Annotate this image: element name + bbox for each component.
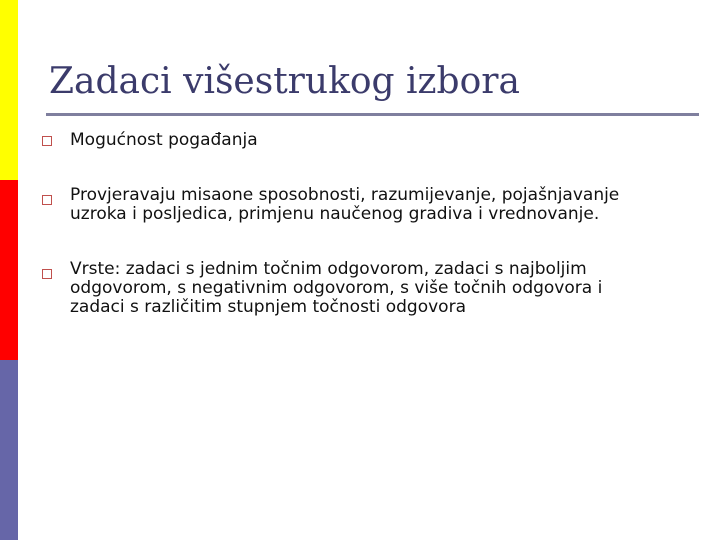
bullet-item (40, 260, 640, 317)
bullet-text: Provjeravaju misaone sposobnosti, razumijevanje, pojašnjavanje uzroka i posljedica, primjenu naučenog gradiva i vrednovanje. (70, 185, 620, 224)
side-accent-bar (0, 0, 18, 540)
side-bar-blue-segment (0, 360, 18, 540)
title-underline (46, 113, 699, 116)
bullet-item (40, 186, 640, 224)
hollow-square-icon (42, 136, 52, 146)
side-bar-red-segment (0, 180, 18, 360)
hollow-square-icon (42, 269, 52, 279)
hollow-square-icon (42, 195, 52, 205)
bullet-list (40, 126, 640, 317)
bullet-text: Vrste: zadaci s jednim točnim odgovorom, zadaci s najboljim odgovorom, s negativnim odgovorom, s više točnih odgovora i zadaci s različitim stupnjem točnosti odgovora (70, 259, 603, 317)
bullet-item (40, 126, 640, 150)
bullet-text: Mogućnost pogađanja (70, 130, 258, 150)
side-bar-yellow-segment (0, 0, 18, 180)
slide-title: Zadaci višestrukog izbora (49, 61, 520, 102)
